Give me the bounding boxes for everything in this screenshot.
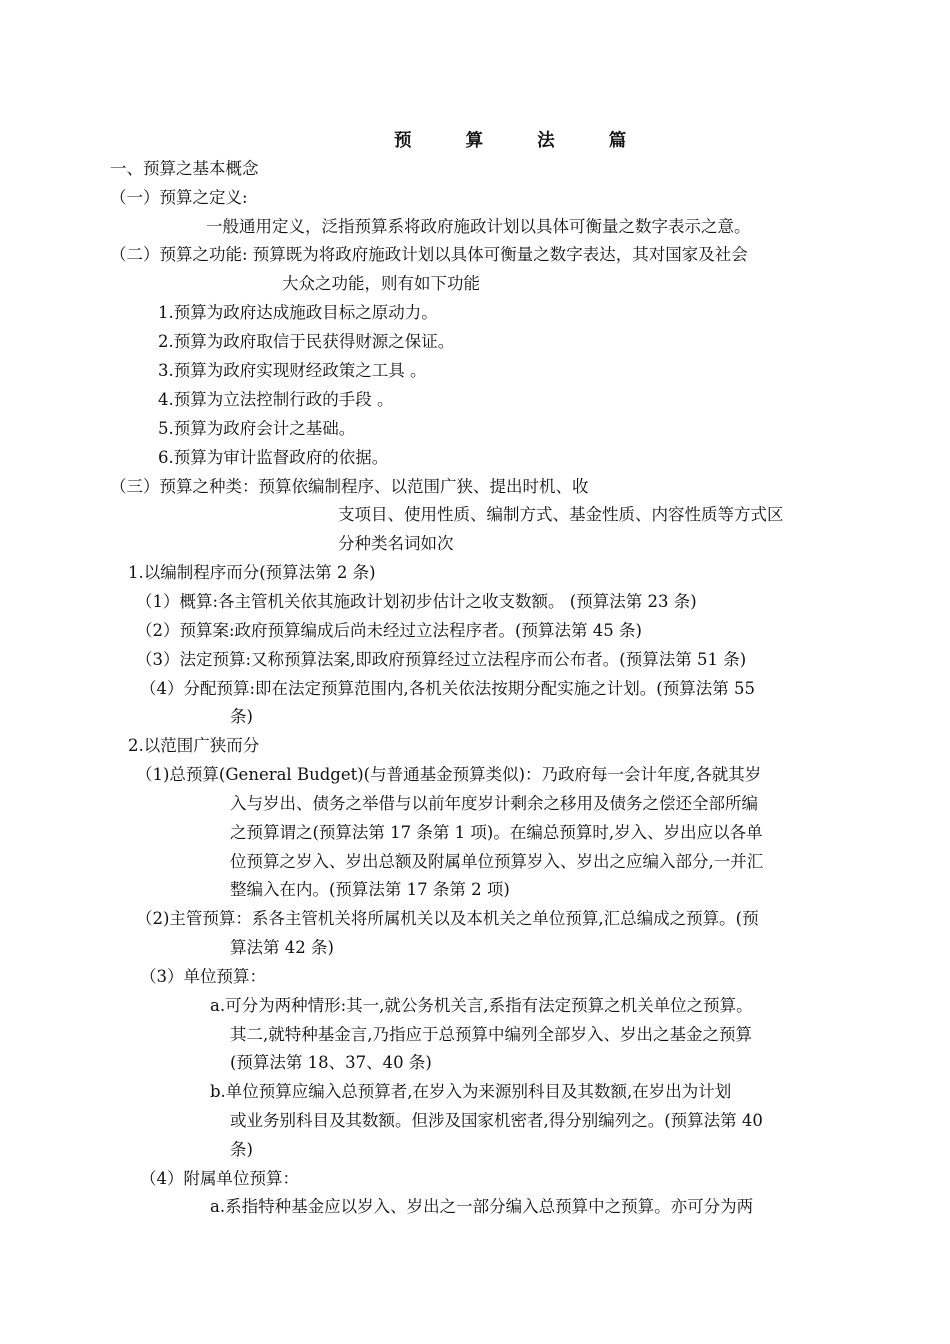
sub-list-item: a.可分为两种情形:其一,就公务机关言,系指有法定预算之机关单位之预算。	[210, 996, 753, 1015]
sub-list-item: b.单位预算应编入总预算者,在岁入为来源别科目及其数额,在岁出为计划	[210, 1082, 732, 1101]
list-item: （1)总预算(General Budget)(与普通基金预算类似)：乃政府每一会计年度,各就其岁	[136, 765, 762, 784]
list-item: 1.预算为政府达成施政目标之原动力。	[158, 303, 438, 322]
sub-list-item-continuation: 其二,就特种基金言,乃指应于总预算中编列全部岁入、岁出之基金之预算	[230, 1025, 752, 1044]
sub-list-item-continuation: 条)	[230, 1140, 253, 1159]
list-item-continuation: 位预算之岁入、岁出总额及附属单位预算岁入、岁出之应编入部分,一并汇	[230, 852, 764, 871]
list-item: 4.预算为立法控制行政的手段 。	[158, 390, 394, 409]
subsection-heading: （一）预算之定义:	[110, 188, 248, 207]
list-item-continuation: 整编入在内。(预算法第 17 条第 2 项)	[230, 880, 510, 899]
list-item: （1）概算:各主管机关依其施政计划初步估计之收支数额。 (预算法第 23 条)	[136, 592, 697, 611]
list-item: 5.预算为政府会计之基础。	[158, 419, 356, 438]
list-item: （4）附属单位预算：	[140, 1169, 299, 1188]
paragraph-line: 一般通用定义，泛指预算系将政府施政计划以具体可衡量之数字表示之意。	[206, 217, 751, 236]
list-item: 3.预算为政府实现财经政策之工具 。	[158, 361, 427, 380]
list-item-continuation: 条)	[230, 707, 253, 726]
list-item: （2）预算案:政府预算编成后尚未经过立法程序者。(预算法第 45 条)	[136, 621, 642, 640]
list-item: （3）单位预算：	[140, 967, 266, 986]
subsection-heading: （三）预算之种类：预算依编制程序、以范围广狭、提出时机、收	[110, 477, 589, 496]
list-item-continuation: 之预算谓之(预算法第 17 条第 1 项)。在编总预算时,岁入、岁出应以各单	[230, 823, 763, 842]
list-item: （3）法定预算:又称预算法案,即政府预算经过立法程序而公布者。(预算法第 51 条)	[136, 650, 747, 669]
sub-list-item-continuation: 或业务别科目及其数额。但涉及国家机密者,得分别编列之。(预算法第 40	[230, 1111, 763, 1130]
list-item-continuation: 入与岁出、债务之举借与以前年度岁计剩余之移用及债务之偿还全部所编	[230, 794, 758, 813]
sub-list-item-continuation: (预算法第 18、37、40 条)	[230, 1053, 432, 1072]
category-heading: 2.以范围广狭而分	[128, 736, 260, 755]
list-item: （4）分配预算:即在法定预算范围内,各机关依法按期分配实施之计划。(预算法第 55	[140, 679, 755, 698]
list-item: 2.预算为政府取信于民获得财源之保证。	[158, 332, 455, 351]
paragraph-line: 大众之功能，则有如下功能	[282, 274, 480, 293]
sub-list-item: a.系指特种基金应以岁入、岁出之一部分编入总预算中之预算。亦可分为两	[210, 1197, 754, 1216]
paragraph-line: 分种类名词如次	[338, 534, 454, 553]
list-item: 6.预算为审计监督政府的依据。	[158, 448, 389, 467]
section-heading: 一、预算之基本概念	[110, 159, 259, 178]
page-title: 预 算 法 篇	[394, 131, 651, 151]
subsection-heading: （二）预算之功能: 预算既为将政府施政计划以具体可衡量之数字表达，其对国家及社会	[110, 245, 748, 264]
category-heading: 1.以编制程序而分(预算法第 2 条)	[128, 563, 376, 582]
list-item-continuation: 算法第 42 条)	[230, 938, 334, 957]
list-item: （2)主管预算：系各主管机关将所属机关以及本机关之单位预算,汇总编成之预算。(预	[136, 909, 759, 928]
paragraph-line: 支项目、使用性质、编制方式、基金性质、内容性质等方式区	[338, 505, 784, 524]
